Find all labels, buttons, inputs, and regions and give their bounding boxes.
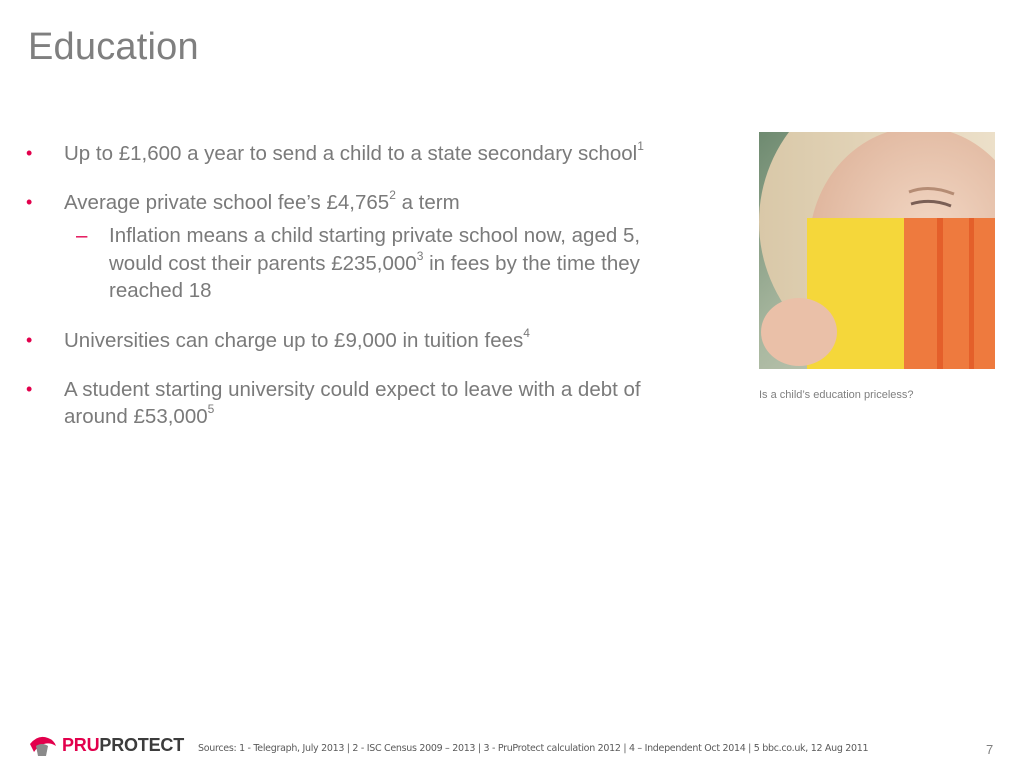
sub-bullet-text: Inflation means a child starting private school now, aged 5, would cost their parents £235,000 — [109, 224, 641, 275]
sources-footnote: Sources: 1 - Telegraph, July 2013 | 2 - ISC Census 2009 – 2013 | 3 - PruProtect calculation 2012 | 4 – Independent Oct 2014 | 5 bbc.co.uk, 12 Aug 2011 — [198, 743, 869, 754]
logo-text-protect: PROTECT — [99, 734, 185, 755]
list-item — [26, 189, 666, 305]
list-item — [26, 140, 666, 167]
page-title: Education — [28, 26, 199, 68]
sub-bullet-text-tail: in fees by the time they reached 18 — [109, 251, 640, 302]
bullet-list — [26, 140, 666, 452]
bullet-icon: • — [26, 378, 33, 399]
bullet-text-tail: a term — [395, 191, 460, 214]
child-reading-photo — [759, 132, 995, 369]
footnote-ref: 3 — [416, 248, 424, 263]
list-item — [26, 376, 666, 430]
bullet-text: Universities can charge up to £9,000 in tuition fees — [64, 328, 524, 352]
pruprotect-logo — [28, 732, 184, 758]
image-caption: Is a child’s education priceless? — [759, 389, 914, 401]
footnote-ref: 1 — [637, 139, 644, 154]
footnote-ref: 5 — [207, 401, 215, 416]
bullet-icon: • — [26, 192, 33, 212]
bullet-icon: • — [26, 329, 33, 350]
bullet-text: Up to £1,600 a year to send a child to a state secondary school — [64, 142, 638, 165]
list-item — [26, 327, 666, 354]
page-number: 7 — [986, 742, 994, 757]
bullet-text: Average private school fee’s £4,765 — [64, 191, 390, 214]
prudence-logo-icon — [28, 732, 58, 758]
bullet-text: A student starting university could expect to leave with a debt of around £53,000 — [64, 377, 641, 428]
footnote-ref: 2 — [389, 188, 396, 203]
sub-list-item — [64, 222, 666, 305]
bullet-icon: • — [26, 143, 33, 163]
logo-text-pru: PRU — [62, 734, 100, 755]
footnote-ref: 4 — [523, 325, 530, 340]
dash-icon: – — [76, 224, 88, 247]
